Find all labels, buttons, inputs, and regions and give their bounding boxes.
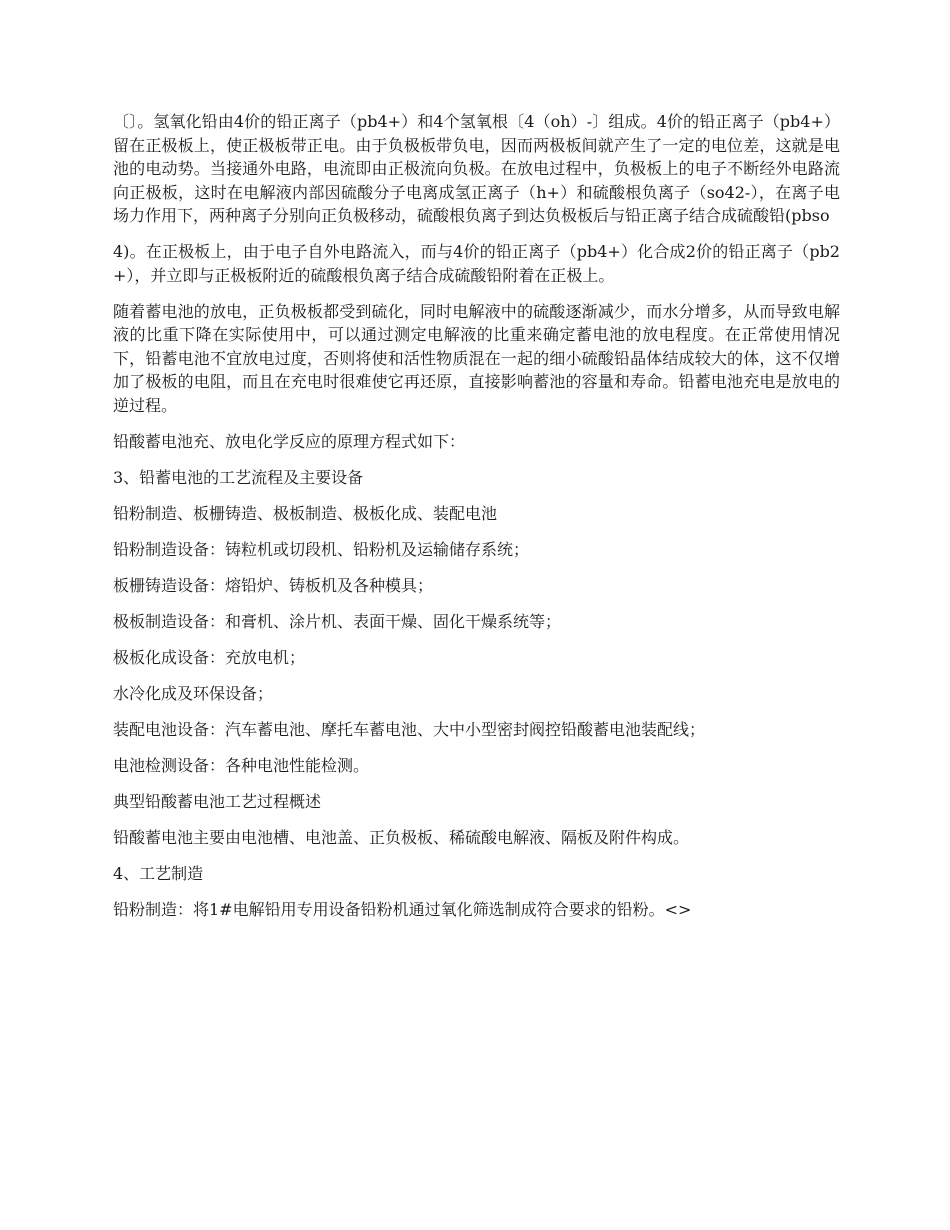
text-line-testing-equipment: 电池检测设备：各种电池性能检测。	[113, 755, 370, 775]
text-line-process-steps: 铅粉制造、板栅铸造、极板制造、极板化成、装配电池	[113, 503, 498, 523]
text-line-lead-powder-making: 铅粉制造：将1#电解铅用专用设备铅粉机通过氧化筛选制成符合要求的铅粉。<>	[113, 899, 692, 919]
text-line-assembly-equipment: 装配电池设备：汽车蓄电池、摩托车蓄电池、大中小型密封阀控铅酸蓄电池装配线；	[113, 719, 706, 739]
section-heading-process-equipment: 3、铅蓄电池的工艺流程及主要设备	[113, 467, 364, 487]
section-heading-manufacturing: 4、工艺制造	[113, 863, 204, 883]
paragraph-sulfation: 随着蓄电池的放电，正负极板都受到硫化，同时电解液中的硫酸逐渐减少，而水分增多，从而导致电解液的比重下降在实际使用中，可以通过测定电解液的比重来确定蓄电池的放电程度。在正常使用情况下，铅蓄电池不宜放电过度，否则将使和活性物质混在一起的细小硫酸铅晶体结成较大的体，这不仅增加了极板的电阻，而且在充电时很难使它再还原，直接影响蓄池的容量和寿命。铅蓄电池充电是放电的逆过程。	[113, 301, 840, 415]
text-line-process-overview: 典型铅酸蓄电池工艺过程概述	[113, 791, 322, 811]
text-line-formation-equipment: 极板化成设备：充放电机；	[113, 647, 306, 667]
text-line-equation-intro: 铅酸蓄电池充、放电化学反应的原理方程式如下：	[113, 431, 466, 451]
document-page	[113, 110, 840, 934]
text-line-grid-casting-equipment: 板栅铸造设备：熔铅炉、铸板机及各种模具；	[113, 575, 434, 595]
text-line-lead-powder-equipment: 铅粉制造设备：铸粒机或切段机、铅粉机及运输储存系统；	[113, 539, 530, 559]
paragraph-discharge-reaction: 〔〕。氢氧化铅由4价的铅正离子（pb4+）和4个氢氧根〔4（oh）-〕组成。4价的铅正离子（pb4+）留在正极板上，使正极板带正电。由于负极板带负电，因而两极板间就产生了一定的电位差，这就是电池的电动势。当接通外电路，电流即由正极流向负极。在放电过程中，负极板上的电子不断经外电路流向正极板，这时在电解液内部因硫酸分子电离成氢正离子（h+）和硫酸根负离子（so42-），在离子电场力作用下，两种离子分别向正负极移动，硫酸根负离子到达负极板后与铅正离子结合成硫酸铅(pbso	[113, 112, 840, 225]
paragraph-positive-plate: 4)。在正极板上，由于电子自外电路流入，而与4价的铅正离子（pb4+）化合成2价的铅正离子（pb2+），并立即与正极板附近的硫酸根负离子结合成硫酸铅附着在正极上。	[113, 242, 840, 285]
text-line-battery-components: 铅酸蓄电池主要由电池槽、电池盖、正负极板、稀硫酸电解液、隔板及附件构成。	[113, 827, 690, 847]
text-line-plate-making-equipment: 极板制造设备：和膏机、涂片机、表面干燥、固化干燥系统等；	[113, 611, 562, 631]
text-line-water-cooling-equipment: 水冷化成及环保设备；	[113, 683, 274, 703]
